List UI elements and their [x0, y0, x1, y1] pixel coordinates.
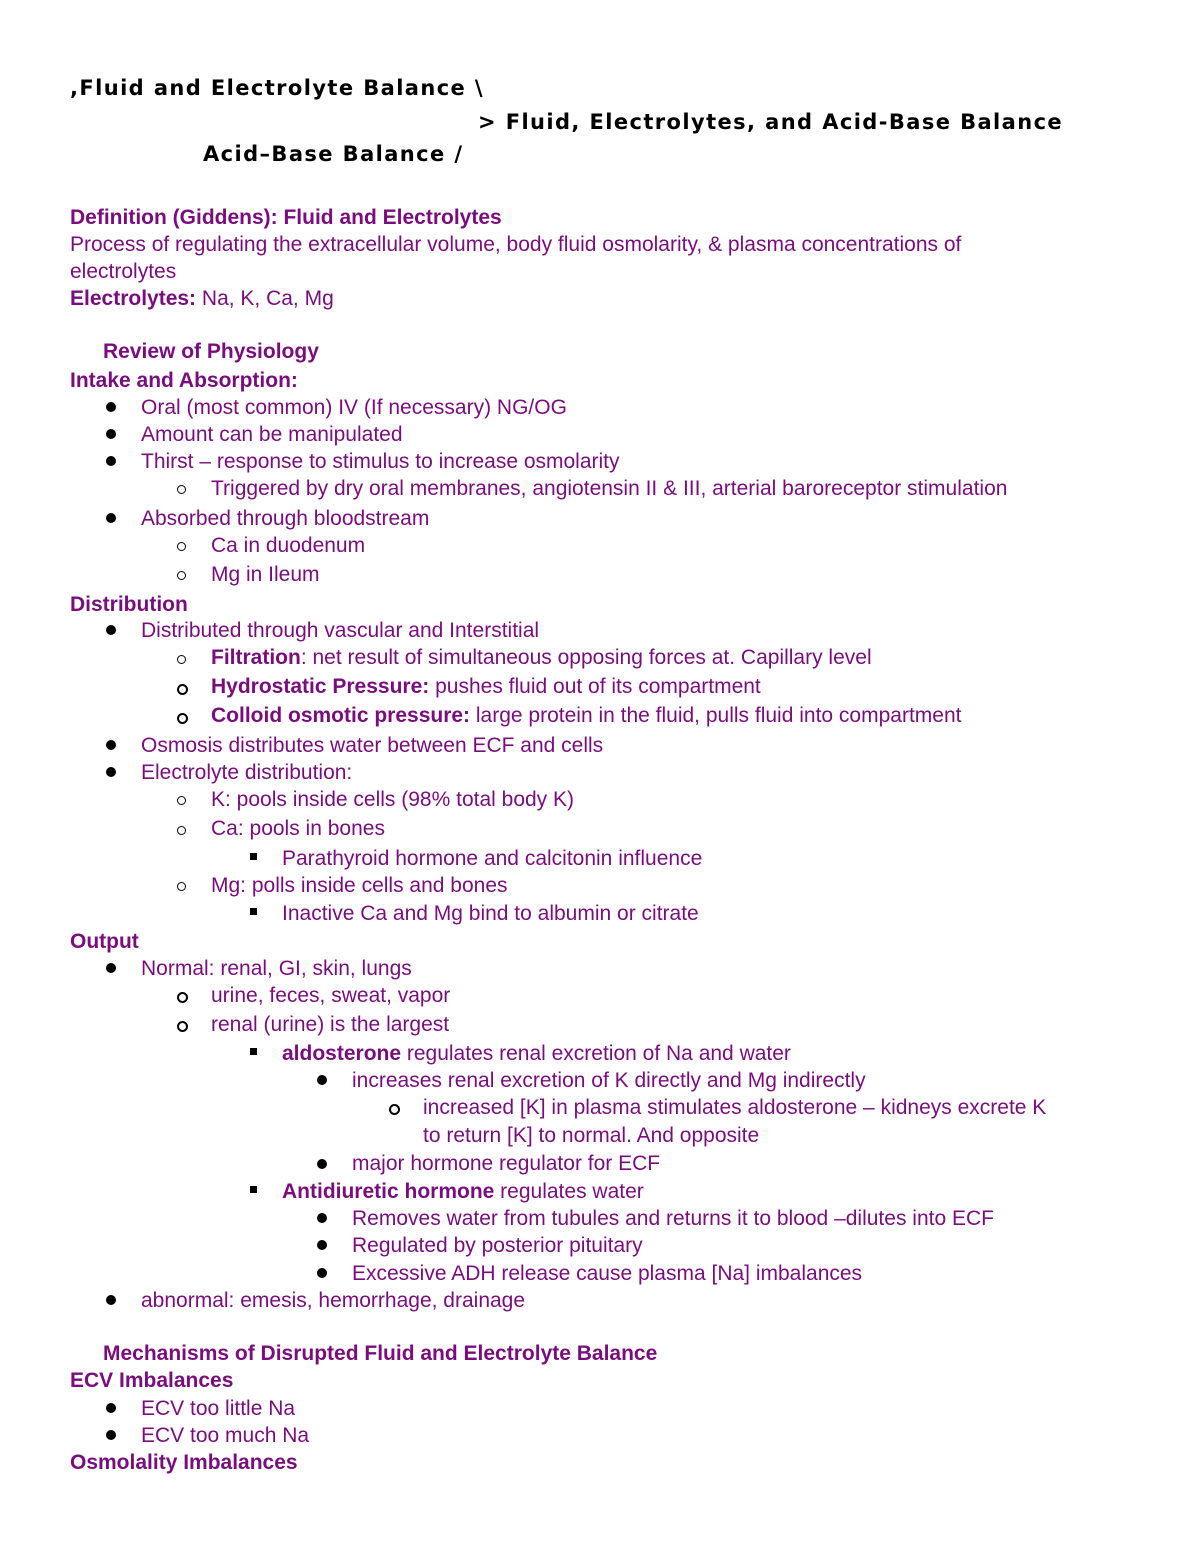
- list-item: Mg in Ileum: [211, 563, 320, 586]
- bullet-square-icon: [250, 853, 257, 860]
- adh-text: regulates water: [494, 1180, 644, 1203]
- intake-heading: Intake and Absorption:: [70, 369, 298, 392]
- list-item: increased [K] in plasma stimulates aldosterone – kidneys excrete K: [423, 1096, 1047, 1119]
- osmolality-heading: Osmolality Imbalances: [70, 1451, 298, 1474]
- bullet-dot-icon: [106, 429, 116, 439]
- list-item: Regulated by posterior pituitary: [352, 1234, 643, 1257]
- list-item-continued: to return [K] to normal. And opposite: [423, 1124, 760, 1147]
- list-item: Distributed through vascular and Interstitial: [141, 619, 540, 642]
- list-item: Triggered by dry oral membranes, angiotensin II & III, arterial baroreceptor stimulation: [211, 477, 1008, 500]
- list-item: Absorbed through bloodstream: [141, 507, 430, 530]
- list-item: Amount can be manipulated: [141, 423, 403, 446]
- list-item: ECV too little Na: [141, 1397, 296, 1420]
- ecv-heading: ECV Imbalances: [70, 1369, 234, 1392]
- filtration-label: Filtration: [211, 646, 301, 669]
- definition-text-2: electrolytes: [70, 260, 177, 283]
- electrolytes-label: Electrolytes:: [70, 287, 197, 310]
- bullet-circle-icon: [177, 826, 186, 835]
- list-item: Removes water from tubules and returns it to blood –dilutes into ECF: [352, 1207, 994, 1230]
- bullet-circle-icon: [177, 542, 186, 551]
- bullet-dot-icon: [106, 740, 116, 750]
- hydrostatic-text: pushes fluid out of its compartment: [429, 675, 761, 698]
- bullet-circle-icon: [177, 1021, 188, 1032]
- bullet-square-icon: [250, 908, 257, 915]
- list-item: Thirst – response to stimulus to increase osmolarity: [141, 450, 620, 473]
- bullet-dot-icon: [106, 1295, 116, 1305]
- colloid-item: [211, 702, 961, 729]
- mechanisms-title: Mechanisms of Disrupted Fluid and Electrolyte Balance: [103, 1342, 658, 1365]
- list-item: K: pools inside cells (98% total body K): [211, 788, 575, 811]
- distribution-heading: Distribution: [70, 593, 188, 616]
- electrolytes-line: [70, 285, 334, 312]
- list-item: Ca in duodenum: [211, 534, 366, 557]
- bullet-dot-icon: [317, 1268, 327, 1278]
- bullet-square-icon: [250, 1186, 257, 1193]
- bullet-square-icon: [250, 1048, 257, 1055]
- bullet-circle-icon: [177, 655, 186, 664]
- bullet-dot-icon: [106, 456, 116, 466]
- bullet-dot-icon: [106, 513, 116, 523]
- header-line-3: Acid–Base Balance /: [203, 142, 464, 166]
- bullet-dot-icon: [317, 1240, 327, 1250]
- filtration-item: [211, 644, 872, 671]
- bullet-circle-icon: [177, 992, 188, 1003]
- hydrostatic-label: Hydrostatic Pressure:: [211, 675, 430, 698]
- list-item: increases renal excretion of K directly and Mg indirectly: [352, 1069, 866, 1092]
- bullet-dot-icon: [106, 1430, 116, 1440]
- list-item: renal (urine) is the largest: [211, 1013, 450, 1036]
- adh-label: Antidiuretic hormone: [282, 1180, 495, 1203]
- bullet-dot-icon: [317, 1213, 327, 1223]
- list-item: Electrolyte distribution:: [141, 761, 353, 784]
- aldosterone-label: aldosterone: [282, 1042, 402, 1065]
- output-heading: Output: [70, 930, 139, 953]
- header-line-1: ,Fluid and Electrolyte Balance \: [70, 76, 484, 100]
- bullet-dot-icon: [317, 1159, 327, 1169]
- bullet-circle-icon: [177, 882, 186, 891]
- bullet-circle-icon: [177, 571, 186, 580]
- hydrostatic-item: [211, 673, 761, 700]
- header-line-2: > Fluid, Electrolytes, and Acid-Base Balance: [478, 110, 1064, 134]
- list-item: Parathyroid hormone and calcitonin influence: [282, 847, 703, 870]
- list-item: Osmosis distributes water between ECF and cells: [141, 734, 604, 757]
- review-title: Review of Physiology: [103, 340, 319, 363]
- list-item: Inactive Ca and Mg bind to albumin or citrate: [282, 902, 699, 925]
- filtration-text: : net result of simultaneous opposing forces at. Capillary level: [300, 646, 872, 669]
- list-item: ECV too much Na: [141, 1424, 310, 1447]
- colloid-label: Colloid osmotic pressure:: [211, 704, 471, 727]
- bullet-dot-icon: [106, 1403, 116, 1413]
- list-item: Oral (most common) IV (If necessary) NG/OG: [141, 396, 567, 419]
- list-item: Normal: renal, GI, skin, lungs: [141, 957, 412, 980]
- list-item: major hormone regulator for ECF: [352, 1152, 661, 1175]
- aldosterone-text: regulates renal excretion of Na and water: [401, 1042, 791, 1065]
- list-item: Ca: pools in bones: [211, 817, 385, 840]
- bullet-circle-icon: [177, 796, 186, 805]
- definition-heading: Definition (Giddens): Fluid and Electrolytes: [70, 206, 502, 229]
- list-item: abnormal: emesis, hemorrhage, drainage: [141, 1289, 526, 1312]
- bullet-dot-icon: [317, 1075, 327, 1085]
- bullet-dot-icon: [106, 767, 116, 777]
- bullet-circle-icon: [177, 485, 186, 494]
- colloid-text: large protein in the fluid, pulls fluid into compartment: [470, 704, 962, 727]
- list-item: Mg: polls inside cells and bones: [211, 874, 508, 897]
- definition-text-1: Process of regulating the extracellular volume, body fluid osmolarity, & plasma concentrations of: [70, 233, 962, 256]
- bullet-dot-icon: [106, 402, 116, 412]
- bullet-dot-icon: [106, 963, 116, 973]
- list-item: urine, feces, sweat, vapor: [211, 984, 451, 1007]
- bullet-dot-icon: [106, 625, 116, 635]
- bullet-circle-icon: [177, 713, 188, 724]
- adh-item: [282, 1178, 644, 1205]
- bullet-circle-icon: [177, 684, 188, 695]
- electrolytes-value: Na, K, Ca, Mg: [196, 287, 334, 310]
- list-item: Excessive ADH release cause plasma [Na] imbalances: [352, 1262, 863, 1285]
- bullet-circle-icon: [389, 1104, 400, 1115]
- aldosterone-item: [282, 1040, 791, 1067]
